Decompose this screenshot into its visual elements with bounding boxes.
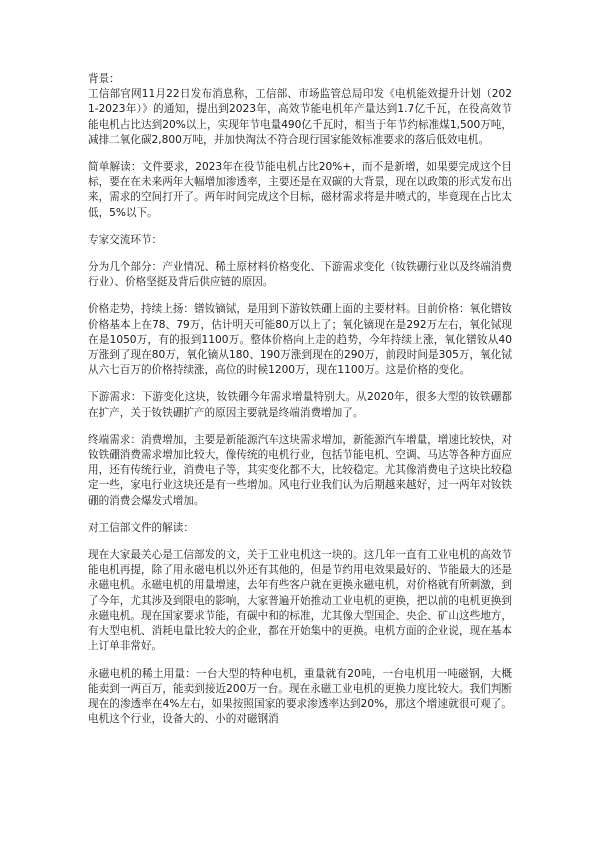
paragraph-simple-interpretation: 简单解读：文件要求，2023年在役节能电机占比20%+，而不是新增，如果要完成这个目标，要在在未来两年大幅增加渗透率，主要还是在双碳的大背景，现在以政策的形式发布出来，需求的空间打开了。两年时间完成这个目标，磁材需求将是井喷式的，毕竟现在占比太低，5%以下。 [88,161,512,219]
heading-expert-session: 专家交流环节： [88,233,163,246]
document-page [88,72,512,739]
paragraph-downstream-demand: 下游需求：下游变化这块，钕铁硼今年需求增量特别大。从2020年，很多大型的钕铁硼都在扩产，关于钕铁硼扩产的原因主要就是终端消费增加了。 [88,391,512,419]
paragraph-price-trend: 价格走势，持续上扬：镨钕镝铽，是用到下游钕铁硼上面的主要材料。目前价格：氧化镨钕价格基本上在78、79万，估计明天可能80万以上了；氧化镝现在是292万左右，氧化铽现在是1050万，有的报到1100万。整体价格向上走的趋势，今年持续上涨，氧化镨钕从40万涨到了现在80万，氧化镝从180、190万涨到现在的290万，前段时间是305万，氧化铽从六七百万的价格持续涨，高位的时候1200万，现在1100万。这是价格的变化。 [88,303,512,377]
paragraph-terminal-demand: 终端需求：消费增加，主要是新能源汽车这块需求增加，新能源汽车增量，增速比较快，对钕铁硼消费需求增加比较大，像传统的电机行业，包括节能电机、空调、马达等各种方面应用，还有传统行业，消费电子等，其实变化都不大，比较稳定。尤其像消费电子这块比较稳定一些，家电行业这块还是有一些增加。风电行业我们认为后期越来越好，过一两年对钕铁硼的消费会爆发式增加。 [88,433,512,507]
paragraph-industrial-motor: 现在大家最关心是工信部发的文，关于工业电机这一块的。这几年一直有工业电机的高效节能电机再提，除了用永磁电机以外还有其他的，但是节约用电效果最好的、节能最大的还是永磁电机。永磁电机的用量增速，去年有些客户就在更换永磁电机，对价格就有所刺激，到了今年，尤其涉及到限电的影响，大家普遍开始推动工业电机的更换，把以前的电机更换到永磁电机。现在国家要求节能，有碳中和的标准，尤其像大型国企、央企、矿山这些地方，有大型电机、消耗电量比较大的企业，都在开始集中的更换。电机方面的企业说，现在基本上订单非常好。 [88,549,512,653]
heading-document-interpretation: 对工信部文件的解读： [88,521,194,534]
paragraph-outline: 分为几个部分：产业情况、稀土原材料价格变化、下游需求变化（钕铁硼行业以及终端消费行业）、价格坚挺及背后供应链的原因。 [88,261,512,289]
paragraph-rare-earth-usage: 永磁电机的稀土用量：一台大型的特种电机，重量就有20吨，一台电机用一吨磁钢，大概能卖到一两百万，能卖到接近200万一台。现在永磁工业电机的更换力度比较大。我们判断现在的渗透率在4%左右，如果按照国家的要求渗透率达到20%，那这个增速就很可观了。电机这个行业，设备大的、小的对磁钢消 [88,667,512,726]
heading-background: 背景： [88,73,120,85]
paragraph-policy-news: 工信部官网11月22日发布消息称，工信部、市场监管总局印发《电机能效提升计划（2021-2023年）》的通知，提出到2023年，高效节能电机年产量达到1.7亿千瓦，在役高效节能电机占比达到20%以上，实现年节电量490亿千瓦时，相当于年节约标准煤1,500万吨，减排二氧化碳2,800万吨，并加快淘汰不符合现行国家能效标准要求的落后低效电机。 [88,88,512,146]
